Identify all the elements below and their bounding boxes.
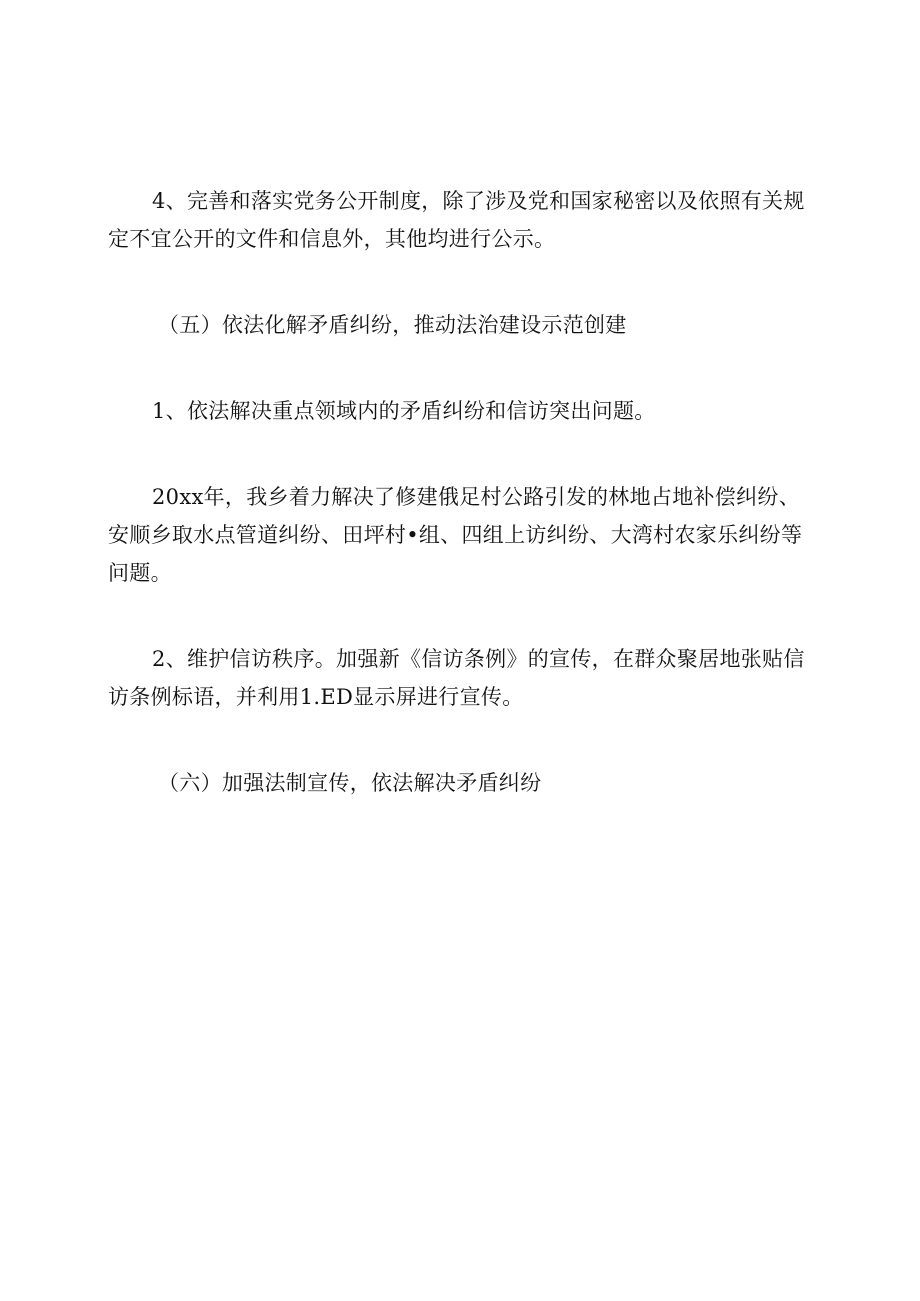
section-heading-6: （六）加强法制宣传，依法解决矛盾纠纷 xyxy=(158,771,542,795)
paragraph-item-1-disputes: 1、依法解决重点领域内的矛盾纠纷和信访突出问题。 xyxy=(152,399,656,423)
paragraph-item-4-party-affairs: 4、完善和落实党务公开制度，除了涉及党和国家秘密以及依照有关规定不宜公开的文件和信息外，其他均进行公示。 xyxy=(108,189,805,251)
paragraph-item-2-petition-order: 2、维护信访秩序。加强新《信访条例》的宣传，在群众聚居地张贴信访条例标语，并利用1.ED显示屏进行宣传。 xyxy=(108,647,805,709)
document-body xyxy=(108,182,813,802)
section-heading-5: （五）依法化解矛盾纠纷，推动法治建设示范创建 xyxy=(158,313,627,337)
paragraph-20xx-resolutions: 20xx年，我乡着力解决了修建俄足村公路引发的林地占地补偿纠纷、安顺乡取水点管道纠纷、田坪村•组、四组上访纠纷、大湾村农家乐纠纷等问题。 xyxy=(108,485,803,585)
